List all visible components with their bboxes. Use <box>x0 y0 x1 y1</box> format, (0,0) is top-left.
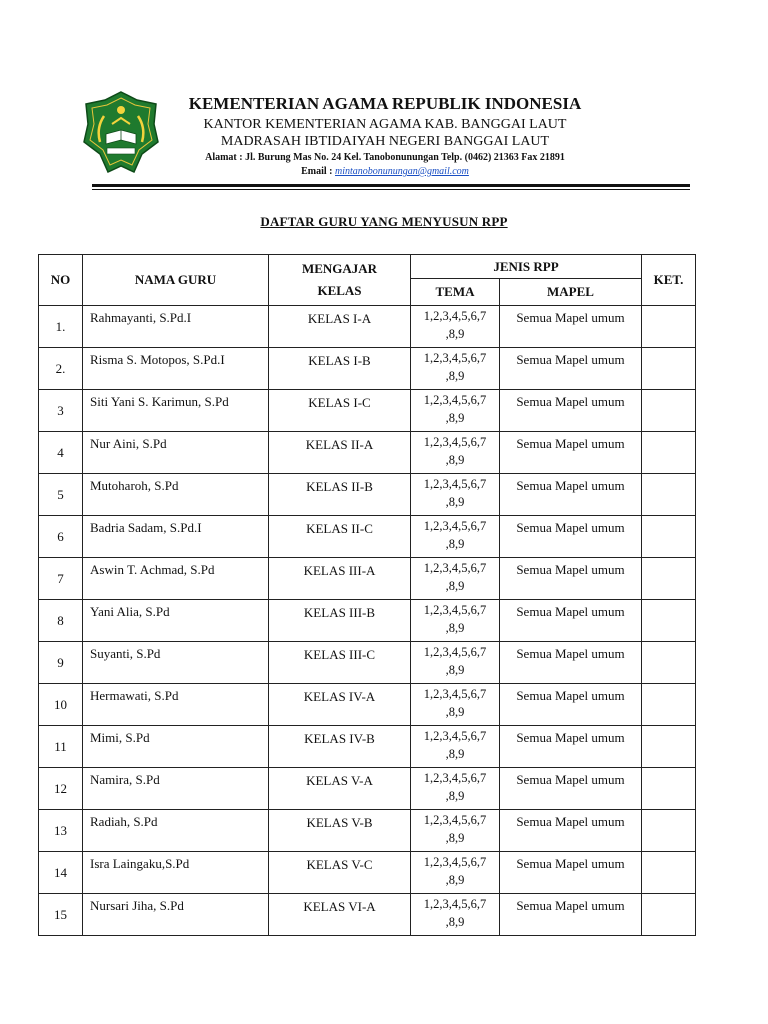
row-number: 12 <box>39 768 83 810</box>
table-row <box>39 768 696 810</box>
table-row <box>39 642 696 684</box>
tema-line1: 1,2,3,4,5,6,7 <box>423 687 487 701</box>
mapel-cell: Semua Mapel umum <box>500 348 642 390</box>
class-name: KELAS IV-A <box>269 684 411 726</box>
teacher-name: Mutoharoh, S.Pd <box>83 474 269 516</box>
tema-line1: 1,2,3,4,5,6,7 <box>423 855 487 869</box>
tema-line2: ,8,9 <box>445 411 465 425</box>
header-name: NAMA GURU <box>83 255 269 306</box>
header-kelas-line2: KELAS <box>317 283 362 298</box>
teacher-name: Suyanti, S.Pd <box>83 642 269 684</box>
mapel-cell: Semua Mapel umum <box>500 726 642 768</box>
mapel-cell: Semua Mapel umum <box>500 768 642 810</box>
tema-cell <box>411 684 500 726</box>
email-line <box>165 165 605 178</box>
tema-line1: 1,2,3,4,5,6,7 <box>423 645 487 659</box>
mapel-cell: Semua Mapel umum <box>500 432 642 474</box>
class-name: KELAS V-C <box>269 852 411 894</box>
teacher-name: Aswin T. Achmad, S.Pd <box>83 558 269 600</box>
class-name: KELAS I-C <box>269 390 411 432</box>
ket-cell <box>642 348 696 390</box>
mapel-cell: Semua Mapel umum <box>500 558 642 600</box>
class-name: KELAS I-A <box>269 306 411 348</box>
table-row <box>39 306 696 348</box>
mapel-cell: Semua Mapel umum <box>500 306 642 348</box>
tema-line1: 1,2,3,4,5,6,7 <box>423 435 487 449</box>
tema-line1: 1,2,3,4,5,6,7 <box>423 729 487 743</box>
tema-cell <box>411 600 500 642</box>
table-row <box>39 852 696 894</box>
tema-cell <box>411 852 500 894</box>
row-number: 7 <box>39 558 83 600</box>
class-name: KELAS III-B <box>269 600 411 642</box>
class-name: KELAS III-C <box>269 642 411 684</box>
tema-line2: ,8,9 <box>445 873 465 887</box>
tema-line2: ,8,9 <box>445 747 465 761</box>
row-number: 5 <box>39 474 83 516</box>
row-number: 14 <box>39 852 83 894</box>
ket-cell <box>642 852 696 894</box>
ministry-emblem-icon <box>82 90 160 176</box>
table-row <box>39 600 696 642</box>
header-no: NO <box>39 255 83 306</box>
ket-cell <box>642 726 696 768</box>
ket-cell <box>642 642 696 684</box>
mapel-cell: Semua Mapel umum <box>500 390 642 432</box>
class-name: KELAS IV-B <box>269 726 411 768</box>
header-ket: KET. <box>642 255 696 306</box>
class-name: KELAS I-B <box>269 348 411 390</box>
tema-cell <box>411 642 500 684</box>
ket-cell <box>642 306 696 348</box>
tema-line2: ,8,9 <box>445 663 465 677</box>
tema-line2: ,8,9 <box>445 705 465 719</box>
class-name: KELAS II-B <box>269 474 411 516</box>
tema-line2: ,8,9 <box>445 621 465 635</box>
tema-line1: 1,2,3,4,5,6,7 <box>423 351 487 365</box>
teacher-name: Risma S. Motopos, S.Pd.I <box>83 348 269 390</box>
row-number: 3 <box>39 390 83 432</box>
tema-cell <box>411 348 500 390</box>
row-number: 1. <box>39 306 83 348</box>
tema-line1: 1,2,3,4,5,6,7 <box>423 561 487 575</box>
table-row <box>39 684 696 726</box>
row-number: 9 <box>39 642 83 684</box>
tema-cell <box>411 558 500 600</box>
mapel-cell: Semua Mapel umum <box>500 810 642 852</box>
teacher-name: Isra Laingaku,S.Pd <box>83 852 269 894</box>
teacher-name: Mimi, S.Pd <box>83 726 269 768</box>
table-row <box>39 348 696 390</box>
row-number: 8 <box>39 600 83 642</box>
ket-cell <box>642 810 696 852</box>
tema-line1: 1,2,3,4,5,6,7 <box>423 603 487 617</box>
row-number: 11 <box>39 726 83 768</box>
class-name: KELAS VI-A <box>269 894 411 936</box>
teacher-name: Hermawati, S.Pd <box>83 684 269 726</box>
tema-cell <box>411 810 500 852</box>
school-address: Alamat : Jl. Burung Mas No. 24 Kel. Tanobonunungan Telp. (0462) 21363 Fax 21891 <box>205 152 565 163</box>
table-row <box>39 726 696 768</box>
ket-cell <box>642 558 696 600</box>
mapel-cell: Semua Mapel umum <box>500 852 642 894</box>
letterhead-divider-thick <box>92 184 690 187</box>
row-number: 15 <box>39 894 83 936</box>
tema-line1: 1,2,3,4,5,6,7 <box>423 519 487 533</box>
table-row <box>39 894 696 936</box>
tema-cell <box>411 726 500 768</box>
letterhead <box>165 92 605 178</box>
teacher-name: Nursari Jiha, S.Pd <box>83 894 269 936</box>
ket-cell <box>642 516 696 558</box>
tema-line2: ,8,9 <box>445 495 465 509</box>
table-row <box>39 810 696 852</box>
document-title: DAFTAR GURU YANG MENYUSUN RPP <box>260 214 508 229</box>
mapel-cell: Semua Mapel umum <box>500 642 642 684</box>
tema-line1: 1,2,3,4,5,6,7 <box>423 309 487 323</box>
tema-line1: 1,2,3,4,5,6,7 <box>423 771 487 785</box>
table-row <box>39 558 696 600</box>
teacher-name: Radiah, S.Pd <box>83 810 269 852</box>
email-link[interactable]: mintanobonunungan@gmail.com <box>334 166 469 177</box>
row-number: 10 <box>39 684 83 726</box>
tema-line2: ,8,9 <box>445 537 465 551</box>
teacher-name: Namira, S.Pd <box>83 768 269 810</box>
header-kelas <box>269 255 411 306</box>
tema-line2: ,8,9 <box>445 369 465 383</box>
row-number: 13 <box>39 810 83 852</box>
table-row <box>39 474 696 516</box>
ket-cell <box>642 600 696 642</box>
tema-line1: 1,2,3,4,5,6,7 <box>423 393 487 407</box>
mapel-cell: Semua Mapel umum <box>500 600 642 642</box>
teacher-name: Badria Sadam, S.Pd.I <box>83 516 269 558</box>
row-number: 6 <box>39 516 83 558</box>
mapel-cell: Semua Mapel umum <box>500 474 642 516</box>
header-kelas-line1: MENGAJAR <box>301 261 378 276</box>
tema-line2: ,8,9 <box>445 579 465 593</box>
class-name: KELAS II-C <box>269 516 411 558</box>
teacher-name: Rahmayanti, S.Pd.I <box>83 306 269 348</box>
tema-cell <box>411 894 500 936</box>
tema-cell <box>411 768 500 810</box>
header-tema: TEMA <box>411 279 500 306</box>
tema-line2: ,8,9 <box>445 915 465 929</box>
email-label: Email : <box>301 166 335 177</box>
tema-line2: ,8,9 <box>445 789 465 803</box>
mapel-cell: Semua Mapel umum <box>500 516 642 558</box>
tema-line1: 1,2,3,4,5,6,7 <box>423 897 487 911</box>
tema-line2: ,8,9 <box>445 453 465 467</box>
tema-cell <box>411 390 500 432</box>
table-row <box>39 516 696 558</box>
ket-cell <box>642 390 696 432</box>
tema-cell <box>411 432 500 474</box>
tema-line1: 1,2,3,4,5,6,7 <box>423 477 487 491</box>
tema-cell <box>411 474 500 516</box>
ministry-name: KEMENTERIAN AGAMA REPUBLIK INDONESIA <box>188 94 582 113</box>
ket-cell <box>642 768 696 810</box>
class-name: KELAS V-B <box>269 810 411 852</box>
ket-cell <box>642 684 696 726</box>
tema-line2: ,8,9 <box>445 831 465 845</box>
table-body <box>39 306 696 936</box>
office-name: KANTOR KEMENTERIAN AGAMA KAB. BANGGAI LAUT <box>203 117 567 132</box>
teacher-table <box>38 254 696 936</box>
class-name: KELAS V-A <box>269 768 411 810</box>
row-number: 2. <box>39 348 83 390</box>
teacher-name: Yani Alia, S.Pd <box>83 600 269 642</box>
tema-cell <box>411 306 500 348</box>
row-number: 4 <box>39 432 83 474</box>
table-row <box>39 390 696 432</box>
header-jenis-rpp: JENIS RPP <box>411 255 642 279</box>
table-row <box>39 432 696 474</box>
teacher-name: Siti Yani S. Karimun, S.Pd <box>83 390 269 432</box>
tema-line1: 1,2,3,4,5,6,7 <box>423 813 487 827</box>
ket-cell <box>642 474 696 516</box>
table-header-row <box>39 255 696 279</box>
letterhead-divider-thin <box>92 189 690 190</box>
class-name: KELAS III-A <box>269 558 411 600</box>
mapel-cell: Semua Mapel umum <box>500 684 642 726</box>
ket-cell <box>642 432 696 474</box>
mapel-cell: Semua Mapel umum <box>500 894 642 936</box>
tema-cell <box>411 516 500 558</box>
ket-cell <box>642 894 696 936</box>
tema-line2: ,8,9 <box>445 327 465 341</box>
teacher-name: Nur Aini, S.Pd <box>83 432 269 474</box>
header-mapel: MAPEL <box>500 279 642 306</box>
school-name: MADRASAH IBTIDAIYAH NEGERI BANGGAI LAUT <box>220 134 550 149</box>
class-name: KELAS II-A <box>269 432 411 474</box>
